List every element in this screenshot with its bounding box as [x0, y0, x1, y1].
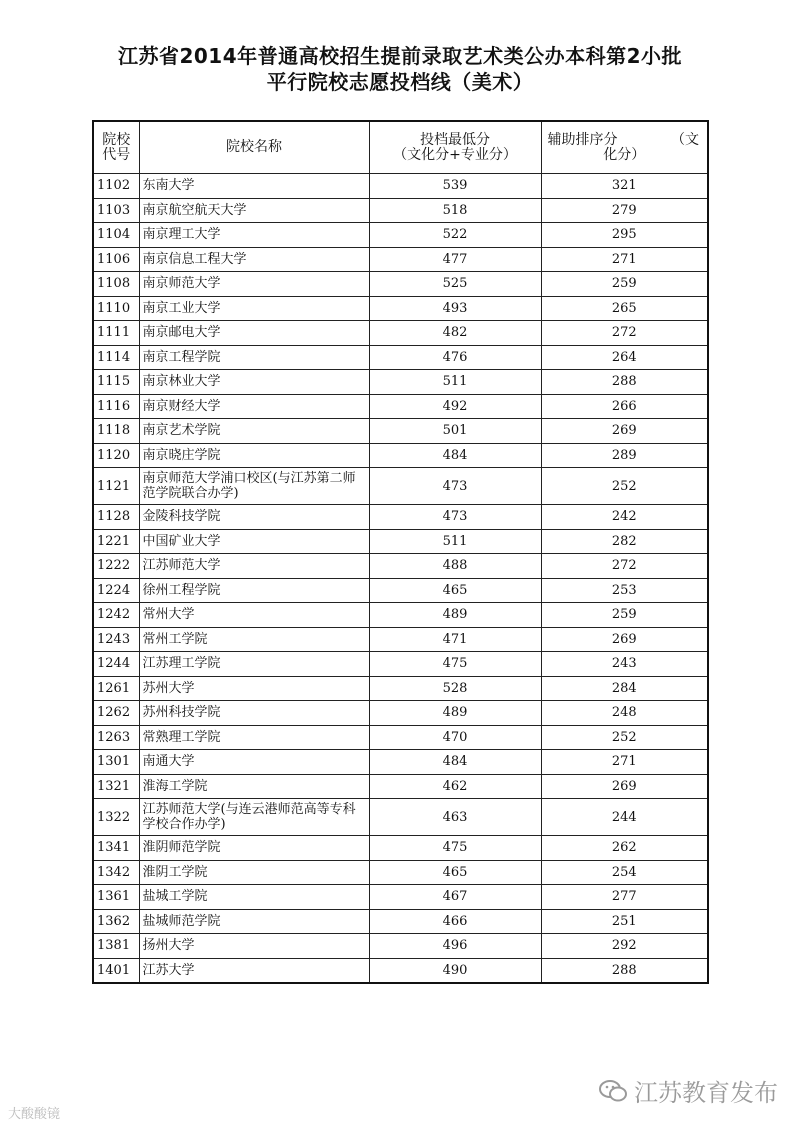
- aux-score: 265: [541, 296, 708, 321]
- table-row: [93, 296, 708, 321]
- aux-score: 264: [541, 345, 708, 370]
- header-aux-right: （文: [671, 131, 699, 148]
- table-row: [93, 247, 708, 272]
- table-row: [93, 652, 708, 677]
- table-row: [93, 958, 708, 983]
- aux-score: 243: [541, 652, 708, 677]
- table-row: [93, 885, 708, 910]
- school-name: 常州工学院: [139, 627, 369, 652]
- school-name: 苏州科技学院: [139, 701, 369, 726]
- school-name: 南京理工大学: [139, 223, 369, 248]
- school-name: 南京信息工程大学: [139, 247, 369, 272]
- min-score: 484: [369, 443, 541, 468]
- min-score: 493: [369, 296, 541, 321]
- aux-score: 242: [541, 505, 708, 530]
- school-code: 1106: [93, 247, 139, 272]
- table-row: [93, 701, 708, 726]
- aux-score: 254: [541, 860, 708, 885]
- school-code: 1361: [93, 885, 139, 910]
- min-score: 467: [369, 885, 541, 910]
- school-code: 1263: [93, 725, 139, 750]
- table-row: [93, 603, 708, 628]
- table-row: [93, 443, 708, 468]
- table-row: [93, 934, 708, 959]
- school-name: 江苏师范大学(与连云港师范高等专科学校合作办学): [139, 799, 369, 836]
- school-code: 1221: [93, 529, 139, 554]
- school-code: 1243: [93, 627, 139, 652]
- page-subtitle: 平行院校志愿投档线（美术）: [266, 70, 534, 94]
- min-score: 511: [369, 529, 541, 554]
- school-name: 南通大学: [139, 750, 369, 775]
- school-code: 1102: [93, 174, 139, 199]
- school-code: 1362: [93, 909, 139, 934]
- table-row: [93, 345, 708, 370]
- min-score: 518: [369, 198, 541, 223]
- aux-score: 288: [541, 958, 708, 983]
- min-score: 475: [369, 836, 541, 861]
- table-row: [93, 529, 708, 554]
- table-row: [93, 750, 708, 775]
- table-row: [93, 174, 708, 199]
- school-code: 1301: [93, 750, 139, 775]
- aux-score: 321: [541, 174, 708, 199]
- school-code: 1108: [93, 272, 139, 297]
- table-row: [93, 468, 708, 505]
- header-school-code: [93, 121, 139, 174]
- table-row: [93, 554, 708, 579]
- school-name: 南京工程学院: [139, 345, 369, 370]
- school-name: 淮海工学院: [139, 774, 369, 799]
- aux-score: 295: [541, 223, 708, 248]
- min-score: 525: [369, 272, 541, 297]
- aux-score: 271: [541, 247, 708, 272]
- watermark-right-text: 江苏教育发布: [634, 1079, 778, 1107]
- aux-score: 251: [541, 909, 708, 934]
- min-score: 496: [369, 934, 541, 959]
- school-code: 1244: [93, 652, 139, 677]
- table-row: [93, 394, 708, 419]
- aux-score: 252: [541, 725, 708, 750]
- school-code: 1103: [93, 198, 139, 223]
- school-name: 东南大学: [139, 174, 369, 199]
- header-school-name: 院校名称: [139, 121, 369, 174]
- min-score: 476: [369, 345, 541, 370]
- school-name: 南京艺术学院: [139, 419, 369, 444]
- school-name: 南京林业大学: [139, 370, 369, 395]
- page-title: 江苏省2014年普通高校招生提前录取艺术类公办本科第2小批: [117, 44, 683, 68]
- aux-score: 253: [541, 578, 708, 603]
- aux-score: 288: [541, 370, 708, 395]
- min-score: 528: [369, 676, 541, 701]
- table-row: [93, 725, 708, 750]
- school-code: 1401: [93, 958, 139, 983]
- aux-score: 292: [541, 934, 708, 959]
- school-name: 淮阴师范学院: [139, 836, 369, 861]
- school-name: 南京师范大学: [139, 272, 369, 297]
- admission-score-table: [92, 120, 709, 984]
- table-row: [93, 836, 708, 861]
- header-aux-left: 辅助排序分: [547, 131, 618, 148]
- header-aux-line2: 化分）: [603, 146, 646, 163]
- table-row: [93, 419, 708, 444]
- table-header-row: [93, 121, 708, 174]
- min-score: 465: [369, 578, 541, 603]
- min-score: 475: [369, 652, 541, 677]
- aux-score: 269: [541, 774, 708, 799]
- wechat-bubble-icon: [598, 1079, 628, 1103]
- school-code: 1115: [93, 370, 139, 395]
- school-name: 南京晓庄学院: [139, 443, 369, 468]
- school-code: 1111: [93, 321, 139, 346]
- school-code: 1120: [93, 443, 139, 468]
- header-code-line1: 院校: [102, 131, 131, 148]
- school-code: 1222: [93, 554, 139, 579]
- aux-score: 282: [541, 529, 708, 554]
- aux-score: 266: [541, 394, 708, 419]
- min-score: 489: [369, 603, 541, 628]
- aux-score: 272: [541, 554, 708, 579]
- school-code: 1322: [93, 799, 139, 836]
- min-score: 482: [369, 321, 541, 346]
- table-row: [93, 505, 708, 530]
- table-row: [93, 774, 708, 799]
- aux-score: 248: [541, 701, 708, 726]
- school-code: 1224: [93, 578, 139, 603]
- school-name: 南京邮电大学: [139, 321, 369, 346]
- min-score: 470: [369, 725, 541, 750]
- min-score: 465: [369, 860, 541, 885]
- min-score: 488: [369, 554, 541, 579]
- aux-score: 289: [541, 443, 708, 468]
- school-code: 1321: [93, 774, 139, 799]
- school-name: 金陵科技学院: [139, 505, 369, 530]
- school-code: 1116: [93, 394, 139, 419]
- school-name: 苏州大学: [139, 676, 369, 701]
- school-code: 1381: [93, 934, 139, 959]
- school-code: 1242: [93, 603, 139, 628]
- aux-score: 259: [541, 603, 708, 628]
- header-min-line1: 投档最低分: [420, 131, 490, 148]
- min-score: 539: [369, 174, 541, 199]
- school-code: 1128: [93, 505, 139, 530]
- header-min-score: [369, 121, 541, 174]
- aux-score: 262: [541, 836, 708, 861]
- min-score: 490: [369, 958, 541, 983]
- school-name: 扬州大学: [139, 934, 369, 959]
- header-aux-line1: [542, 133, 708, 148]
- header-aux-score: [541, 121, 708, 174]
- school-code: 1262: [93, 701, 139, 726]
- aux-score: 272: [541, 321, 708, 346]
- min-score: 522: [369, 223, 541, 248]
- header-code-line2: 代号: [102, 146, 131, 163]
- school-name: 徐州工程学院: [139, 578, 369, 603]
- table-row: [93, 909, 708, 934]
- min-score: 471: [369, 627, 541, 652]
- table-row: [93, 223, 708, 248]
- table-row: [93, 198, 708, 223]
- table-row: [93, 272, 708, 297]
- school-name: 常州大学: [139, 603, 369, 628]
- aux-score: 284: [541, 676, 708, 701]
- min-score: 462: [369, 774, 541, 799]
- min-score: 473: [369, 468, 541, 505]
- header-min-line2: （文化分+专业分）: [393, 146, 517, 163]
- school-name: 江苏师范大学: [139, 554, 369, 579]
- school-code: 1121: [93, 468, 139, 505]
- school-name: 江苏理工学院: [139, 652, 369, 677]
- watermark-right: [598, 1073, 778, 1108]
- school-code: 1104: [93, 223, 139, 248]
- school-name: 南京航空航天大学: [139, 198, 369, 223]
- table-row: [93, 627, 708, 652]
- school-name: 南京财经大学: [139, 394, 369, 419]
- table-row: [93, 370, 708, 395]
- aux-score: 269: [541, 419, 708, 444]
- school-code: 1114: [93, 345, 139, 370]
- school-code: 1341: [93, 836, 139, 861]
- min-score: 463: [369, 799, 541, 836]
- min-score: 492: [369, 394, 541, 419]
- table-row: [93, 321, 708, 346]
- table-row: [93, 676, 708, 701]
- school-name: 南京师范大学浦口校区(与江苏第二师范学院联合办学): [139, 468, 369, 505]
- table-row: [93, 860, 708, 885]
- min-score: 466: [369, 909, 541, 934]
- school-name: 盐城师范学院: [139, 909, 369, 934]
- min-score: 489: [369, 701, 541, 726]
- school-code: 1342: [93, 860, 139, 885]
- school-name: 中国矿业大学: [139, 529, 369, 554]
- min-score: 501: [369, 419, 541, 444]
- min-score: 511: [369, 370, 541, 395]
- school-name: 常熟理工学院: [139, 725, 369, 750]
- aux-score: 244: [541, 799, 708, 836]
- aux-score: 271: [541, 750, 708, 775]
- table-row: [93, 578, 708, 603]
- watermark-left: 大酸酸镜: [8, 1107, 61, 1122]
- min-score: 484: [369, 750, 541, 775]
- aux-score: 252: [541, 468, 708, 505]
- school-code: 1110: [93, 296, 139, 321]
- aux-score: 277: [541, 885, 708, 910]
- aux-score: 269: [541, 627, 708, 652]
- aux-score: 259: [541, 272, 708, 297]
- school-name: 淮阴工学院: [139, 860, 369, 885]
- min-score: 477: [369, 247, 541, 272]
- school-name: 江苏大学: [139, 958, 369, 983]
- school-code: 1118: [93, 419, 139, 444]
- aux-score: 279: [541, 198, 708, 223]
- school-name: 南京工业大学: [139, 296, 369, 321]
- school-code: 1261: [93, 676, 139, 701]
- min-score: 473: [369, 505, 541, 530]
- table-row: [93, 799, 708, 836]
- school-name: 盐城工学院: [139, 885, 369, 910]
